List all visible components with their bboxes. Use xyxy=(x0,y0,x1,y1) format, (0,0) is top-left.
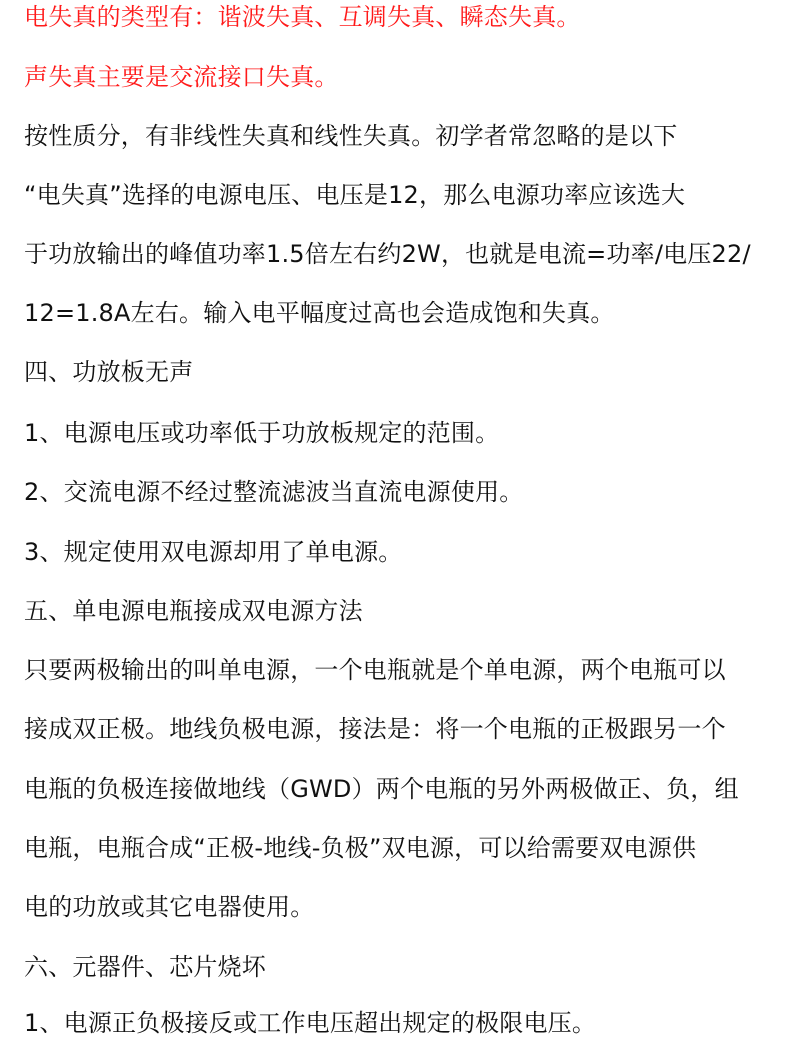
text-line-4: “电失真”选择的电源电压、电压是12，那么电源功率应该选大 xyxy=(24,181,686,209)
text-line-14: 电瓶的负极连接做地线（GWD）两个电瓶的另外两极做正、负，组 xyxy=(24,775,739,803)
text-line-13: 接成双正极。地线负极电源，接法是：将一个电瓶的正极跟另一个 xyxy=(24,715,726,743)
list-item-1: 1、电源电压或功率低于功放板规定的范围。 xyxy=(24,419,500,447)
text-line-1: 电失真的类型有：谐波失真、互调失真、瞬态失真。 xyxy=(24,3,581,31)
text-line-5: 于功放输出的峰值功率1.5倍左右约2W，也就是电流=功率/电压22/ xyxy=(24,240,751,268)
section-heading-5: 五、单电源电瓶接成双电源方法 xyxy=(24,597,363,625)
section-heading-6: 六、元器件、芯片烧坏 xyxy=(24,953,266,981)
text-line-3: 按性质分，有非线性失真和线性失真。初学者常忽略的是以下 xyxy=(24,122,678,150)
text-line-2: 声失真主要是交流接口失真。 xyxy=(24,63,339,91)
list-item-4: 1、电源正负极接反或工作电压超出规定的极限电压。 xyxy=(24,1009,597,1037)
text-line-15: 电瓶，电瓶合成“正极-地线-负极”双电源，可以给需要双电源供 xyxy=(24,834,697,862)
list-item-3: 3、规定使用双电源却用了单电源。 xyxy=(24,538,403,566)
text-line-16: 电的功放或其它电器使用。 xyxy=(24,893,315,921)
section-heading-4: 四、功放板无声 xyxy=(24,358,194,386)
text-line-12: 只要两极输出的叫单电源，一个电瓶就是个单电源，两个电瓶可以 xyxy=(24,656,726,684)
text-line-6: 12=1.8A左右。输入电平幅度过高也会造成饱和失真。 xyxy=(24,299,615,327)
list-item-2: 2、交流电源不经过整流滤波当直流电源使用。 xyxy=(24,478,524,506)
